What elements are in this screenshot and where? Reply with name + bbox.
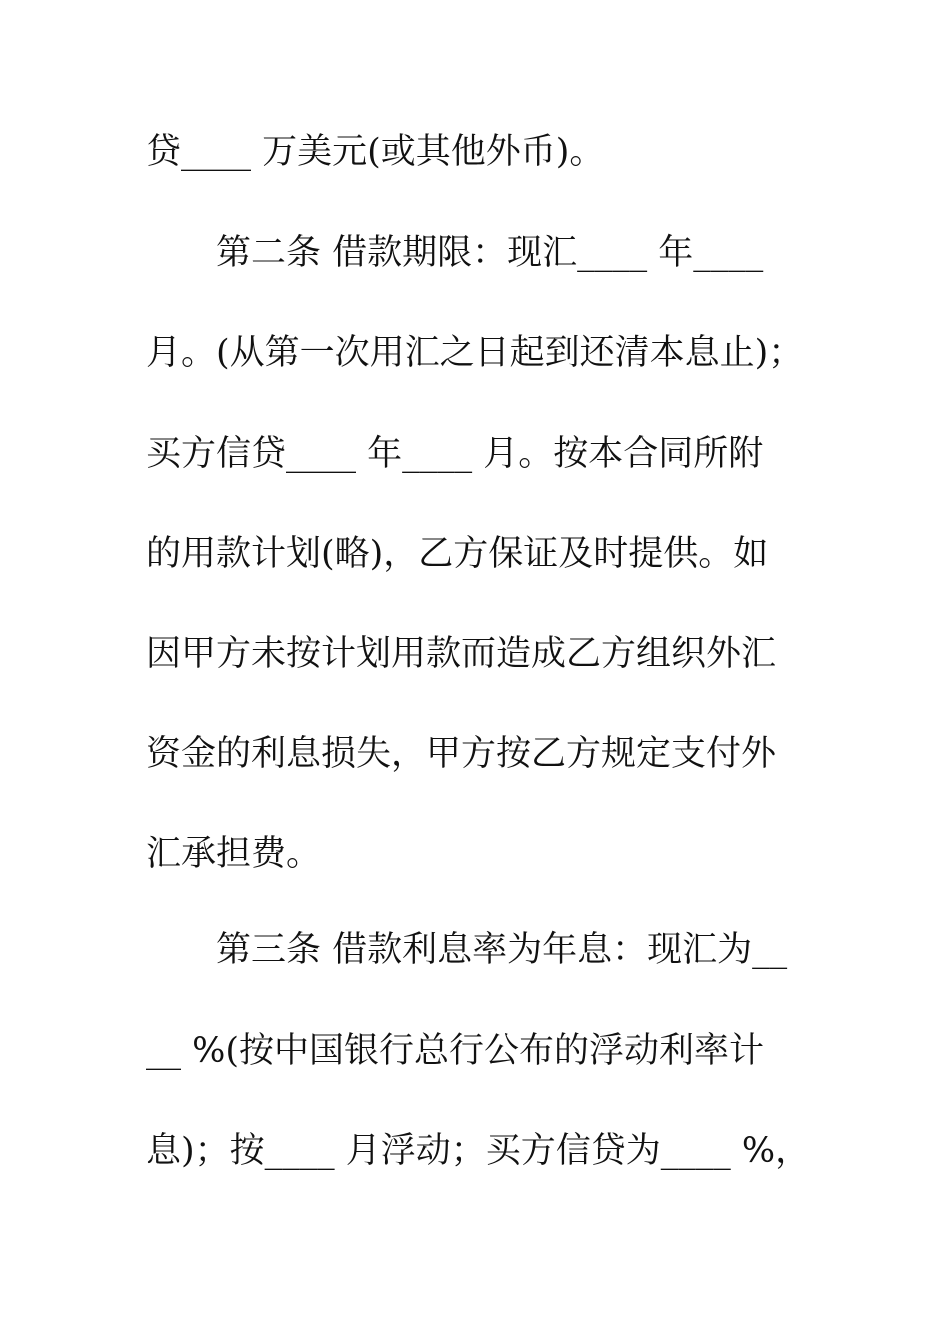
body-text-line: 汇承担费。 [146, 834, 322, 874]
body-text-line: 贷____ 万美元(或其他外币)。 [146, 132, 605, 172]
article-2-heading-line: 第二条 借款期限：现汇____ 年____ [216, 233, 764, 273]
body-text-line: 月。(从第一次用汇之日起到还清本息止)； [146, 333, 804, 373]
body-text-line: __ %(按中国银行总行公布的浮动利率计 [146, 1031, 765, 1071]
body-text-line: 买方信贷____ 年____ 月。按本合同所附 [146, 434, 764, 474]
body-text-line: 息)；按____ 月浮动；买方信贷为____ %， [146, 1131, 811, 1171]
body-text-line: 资金的利息损失，甲方按乙方规定支付外 [146, 734, 777, 774]
article-3-heading-line: 第三条 借款利息率为年息：现汇为__ [216, 930, 788, 970]
body-text-line: 的用款计划(略)，乙方保证及时提供。如 [146, 534, 769, 574]
body-text-line: 因甲方未按计划用款而造成乙方组织外汇 [146, 634, 777, 674]
